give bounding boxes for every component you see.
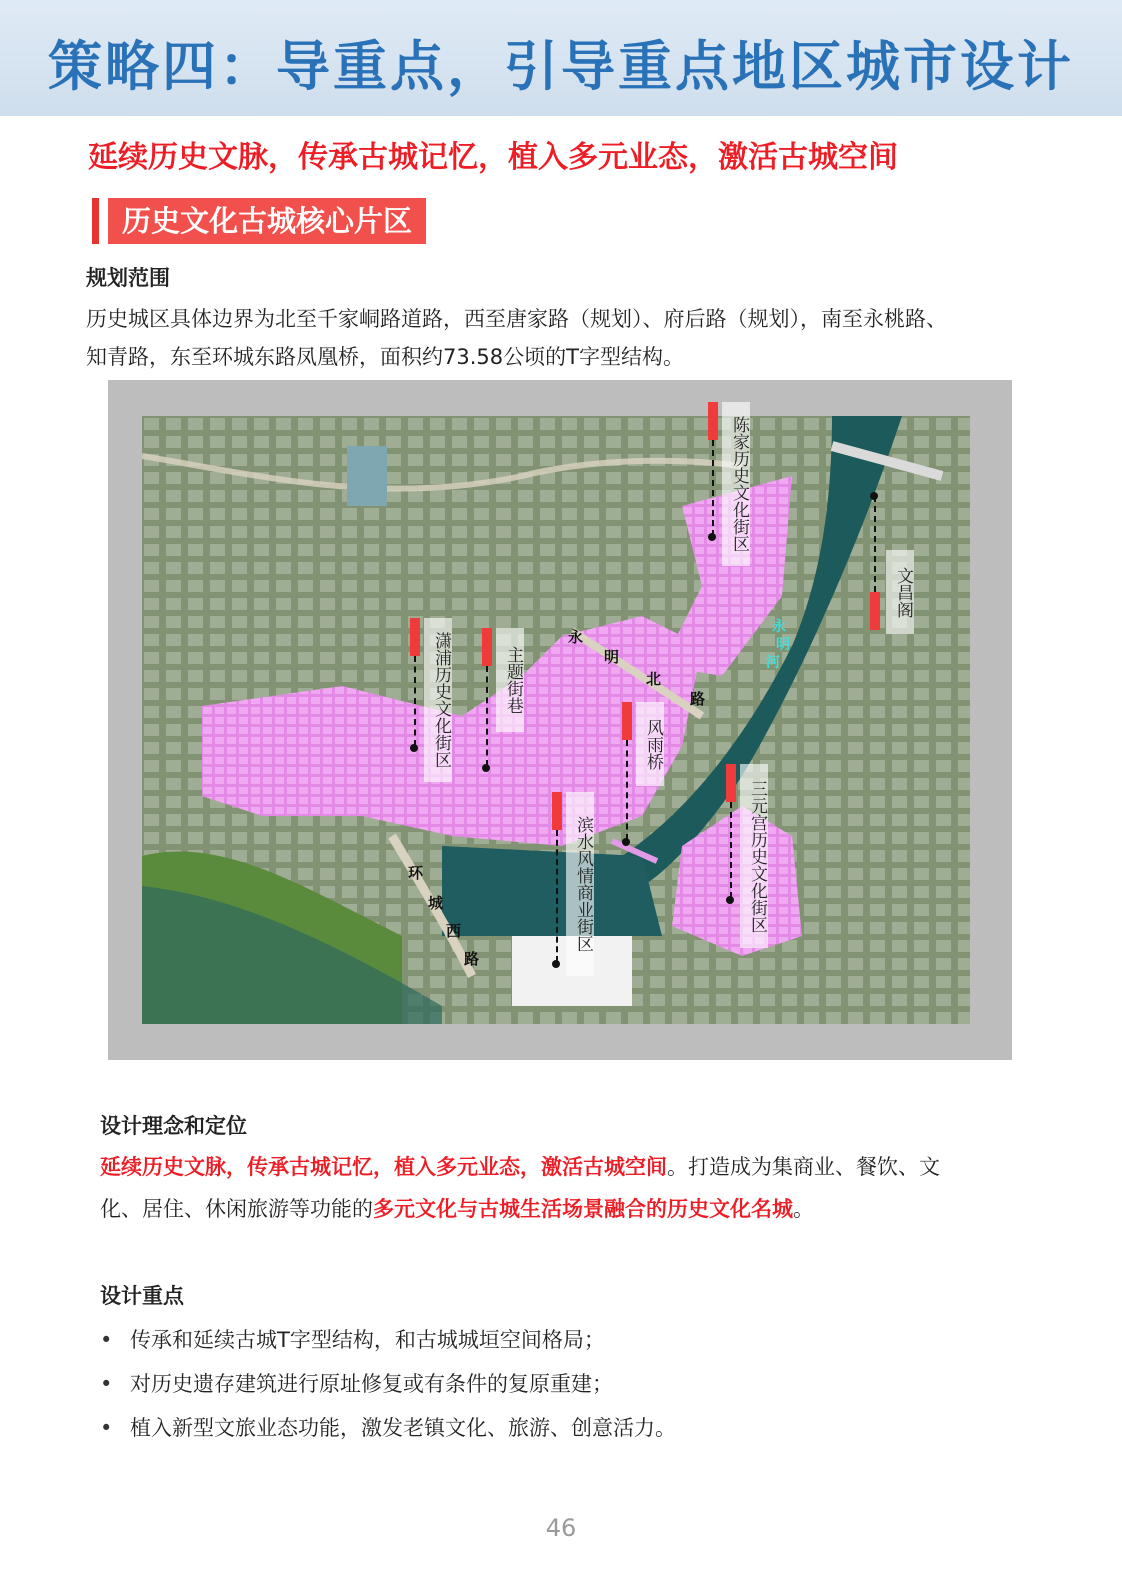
section-tag-bar <box>92 198 99 244</box>
marker-zhutijiexiang <box>482 628 492 666</box>
label-wenchangge: 文昌阁 <box>886 550 914 634</box>
scope-line-2: 知青路，东至环城东路凤凰桥，面积约73.58公顷的T字型结构。 <box>86 345 684 369</box>
road-label-yong: 永 <box>568 628 584 646</box>
title-band <box>0 0 1122 116</box>
road-label-huan: 环 <box>408 864 424 882</box>
river-label-3: 河 <box>766 655 780 671</box>
leader-sanyuangong <box>730 802 732 898</box>
point-binshui <box>552 960 560 968</box>
road-label-xi: 西 <box>446 922 462 940</box>
road-label-ming: 明 <box>604 648 620 666</box>
point-wenchangge <box>870 492 878 500</box>
section-tag-label: 历史文化古城核心片区 <box>108 198 426 244</box>
concept-highlight-1: 延续历史文脉，传承古城记忆，植入多元业态，激活古城空间 <box>100 1155 667 1179</box>
road-label-lu: 路 <box>690 690 706 708</box>
label-chenjia: 陈家历史文化街区 <box>722 402 750 566</box>
label-binshui: 滨水风情商业街区 <box>566 792 594 976</box>
marker-chenjia <box>708 402 718 440</box>
label-fengyuqiao: 风雨桥 <box>636 702 664 786</box>
label-xiaopu: 潇浦历史文化街区 <box>424 618 452 782</box>
leader-zhutijiexiang <box>486 666 488 766</box>
focus-heading: 设计重点 <box>100 1284 184 1308</box>
marker-xiaopu <box>410 618 420 656</box>
river-basin <box>442 846 662 936</box>
road-label-lu2: 路 <box>464 950 480 968</box>
scope-heading: 规划范围 <box>86 266 170 290</box>
page-number: 46 <box>545 1514 577 1542</box>
concept-text-1: 。打造成为集商业、餐饮、文 <box>667 1155 940 1179</box>
point-chenjia <box>708 533 716 541</box>
river-label-2: 明 <box>776 637 790 653</box>
focus-list <box>100 1318 676 1450</box>
label-sanyuangong: 三元宫历史文化街区 <box>740 764 768 948</box>
pond <box>347 446 387 506</box>
subtitle: 延续历史文脉，传承古城记忆，植入多元业态，激活古城空间 <box>88 140 898 175</box>
leader-xiaopu <box>414 656 416 746</box>
leader-chenjia <box>712 440 714 536</box>
road-label-bei: 北 <box>646 670 662 688</box>
marker-binshui <box>552 792 562 830</box>
concept-line-1 <box>100 1148 940 1186</box>
marker-fengyuqiao <box>622 702 632 740</box>
concept-text-3: 。 <box>793 1197 814 1221</box>
point-sanyuangong <box>726 896 734 904</box>
focus-item: • 植入新型文旅业态功能，激发老镇文化、旅游、创意活力。 <box>100 1406 676 1450</box>
leader-fengyuqiao <box>626 740 628 840</box>
focus-item: • 传承和延续古城T字型结构，和古城城垣空间格局； <box>100 1318 676 1362</box>
point-fengyuqiao <box>622 838 630 846</box>
marker-sanyuangong <box>726 764 736 802</box>
point-xiaopu <box>410 744 418 752</box>
concept-highlight-2: 多元文化与古城生活场景融合的历史文化名城 <box>373 1197 793 1221</box>
point-zhutijiexiang <box>482 764 490 772</box>
page-title: 策略四：导重点，引导重点地区城市设计 <box>48 35 1074 98</box>
focus-item: • 对历史遗存建筑进行原址修复或有条件的复原重建； <box>100 1362 676 1406</box>
marker-wenchangge <box>870 592 880 630</box>
leader-wenchangge <box>874 496 876 592</box>
road-label-cheng: 城 <box>428 894 444 912</box>
scope-line-1: 历史城区具体边界为北至千家峒路道路，西至唐家路（规划）、府后路（规划），南至永桃路、 <box>86 307 947 331</box>
label-zhutijiexiang: 主题街巷 <box>496 628 524 732</box>
concept-text-2: 化、居住、休闲旅游等功能的 <box>100 1197 373 1221</box>
concept-heading: 设计理念和定位 <box>100 1114 247 1138</box>
river-label-1: 永 <box>772 619 786 635</box>
leader-binshui <box>556 830 558 962</box>
concept-line-2 <box>100 1190 814 1228</box>
